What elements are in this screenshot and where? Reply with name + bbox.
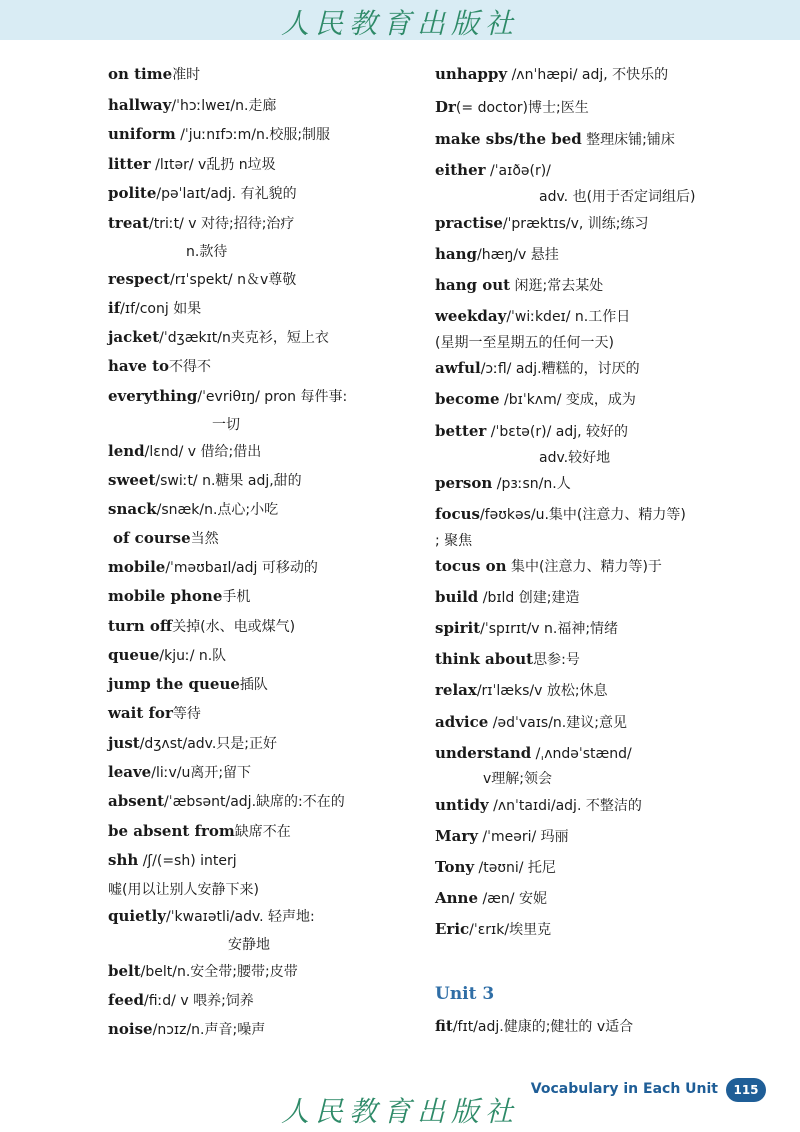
vocab-entry: lend/lɛnd/ v 借给;借出 — [108, 442, 262, 460]
vocab-entry: everything/ˈevriθɪŋ/ pron 每件事: — [108, 387, 348, 405]
publisher-logo-top: 人民教育出版社 — [280, 7, 519, 40]
vocab-entry: absent/ˈæbsənt/adj.缺席的:不在的 — [108, 792, 345, 810]
vocab-entry: weekday/ˈwiːkdeɪ/ n.工作日 — [435, 307, 631, 325]
vocab-entry: jump the queue插队 — [108, 675, 268, 693]
unit-heading: Unit 3 — [435, 984, 495, 1004]
vocab-entry: understand /ˌʌndəˈstænd/ — [435, 744, 632, 762]
vocab-entry: advice /ədˈvaɪs/n.建议;意见 — [435, 713, 627, 731]
vocab-entry: fit/fɪt/adj.健康的;健壮的 v适合 — [435, 1017, 634, 1035]
vocab-entry: focus/fəʊkəs/u.集中(注意力、精力等) — [435, 505, 686, 523]
vocab-entry: treat/triːt/ v 对待;招待;治疗 — [108, 214, 295, 232]
vocab-entry: Eric/ˈɛrɪk/埃里克 — [435, 920, 552, 938]
vocab-entry: hang/hæŋ/v 悬挂 — [435, 245, 559, 263]
vocab-entry: if/ɪf/conj 如果 — [108, 299, 202, 317]
vocab-continuation: adv.较好地 — [539, 450, 611, 466]
vocab-entry: quietly/ˈkwaɪətli/adv. 轻声地: — [108, 907, 315, 925]
vocab-entry: litter /lɪtər/ v乱扔 n垃圾 — [108, 155, 276, 173]
vocab-entry: Dr(= doctor)博士;医生 — [435, 98, 589, 116]
vocab-entry: mobile/ˈməʊbaɪl/adj 可移动的 — [108, 558, 318, 576]
vocab-entry: build /bɪld 创建;建造 — [435, 588, 580, 606]
vocab-entry: Mary /ˈmeəri/ 玛丽 — [435, 827, 569, 845]
vocab-entry: hallway/ˈhɔːlweɪ/n.走廊 — [108, 96, 277, 114]
vocab-entry: be absent from缺席不在 — [108, 822, 291, 840]
vocab-entry: jacket/ˈdʒækɪt/n夹克衫，短上衣 — [108, 328, 329, 346]
vocab-continuation: ; 聚焦 — [435, 533, 473, 549]
vocab-entry: Tony /təʊni/ 托尼 — [435, 858, 556, 876]
vocab-entry: make sbs/the bed 整理床铺;铺床 — [435, 130, 675, 148]
vocab-entry: noise/nɔɪz/n.声音;噪声 — [108, 1020, 266, 1038]
vocab-entry: feed/fiːd/ v 喂养;饲养 — [108, 991, 254, 1009]
vocab-entry: turn off关掉(水、电或煤气) — [108, 617, 296, 635]
vocab-continuation: v理解;领会 — [483, 771, 553, 787]
vocab-continuation: n.款待 — [186, 244, 228, 260]
vocab-continuation: (星期一至星期五的任何一天) — [435, 335, 614, 351]
vocab-entry: think about思参:号 — [435, 650, 580, 668]
vocab-entry: leave/liːv/u离开;留下 — [108, 763, 252, 781]
vocab-entry: Anne /æn/ 安妮 — [435, 889, 547, 907]
vocab-entry: practise/ˈpræktɪs/v, 训练;练习 — [435, 214, 649, 232]
footer-section-label: Vocabulary in Each Unit — [530, 1081, 718, 1097]
vocab-entry: better /ˈbɛtə(r)/ adj, 较好的 — [435, 422, 629, 440]
page-number-badge: 115 — [726, 1078, 766, 1102]
vocab-entry: polite/pəˈlaɪt/adj. 有礼貌的 — [108, 184, 297, 202]
vocab-entry: mobile phone手机 — [108, 587, 251, 605]
vocab-entry: person /pɜːsn/n.人 — [435, 474, 571, 492]
vocab-continuation: adv. 也(用于否定词组后) — [539, 189, 696, 205]
vocab-entry: relax/rɪˈlæks/v 放松;休息 — [435, 681, 608, 699]
vocab-entry: tocus on 集中(注意力、精力等)于 — [435, 557, 662, 575]
vocab-entry: hang out 闲逛;常去某处 — [435, 276, 604, 294]
vocab-entry: on time准时 — [108, 65, 201, 83]
vocab-entry: have to不得不 — [108, 357, 212, 375]
vocab-entry: snack/snæk/n.点心;小吃 — [108, 500, 279, 518]
vocab-entry: either /ˈaɪðə(r)/ — [435, 161, 551, 179]
vocab-entry: belt/belt/n.安全带;腰带;皮带 — [108, 962, 298, 980]
vocab-entry: untidy /ʌnˈtaɪdi/adj. 不整洁的 — [435, 796, 642, 814]
vocab-entry: of course当然 — [113, 529, 219, 547]
vocab-entry: spirit/ˈspɪrɪt/v n.福神;情绪 — [435, 619, 619, 637]
vocab-continuation: 一切 — [212, 417, 240, 433]
vocab-entry: awful/ɔːfl/ adj.糟糕的，讨厌的 — [435, 359, 640, 377]
publisher-logo-bottom: 人民教育出版社 — [280, 1095, 519, 1128]
vocab-entry: respect/rɪˈspekt/ n＆v尊敬 — [108, 270, 297, 288]
vocab-entry: wait for等待 — [108, 704, 201, 722]
vocab-entry: unhappy /ʌnˈhæpi/ adj, 不快乐的 — [435, 65, 669, 83]
vocab-entry: sweet/swiːt/ n.糖果 adj,甜的 — [108, 471, 302, 489]
vocab-continuation: 安静地 — [228, 937, 270, 953]
vocab-entry: just/dʒʌst/adv.只是;正好 — [108, 734, 278, 752]
vocab-entry: shh /ʃ/(=sh) interj — [108, 851, 237, 869]
vocab-entry: uniform /ˈjuːnɪfɔːm/n.校服;制服 — [108, 125, 331, 143]
vocab-continuation: 嘘(用以让别人安静下来) — [108, 882, 259, 898]
vocab-entry: queue/kjuː/ n.队 — [108, 646, 227, 664]
vocab-entry: become /bɪˈkʌm/ 变成，成为 — [435, 390, 636, 408]
